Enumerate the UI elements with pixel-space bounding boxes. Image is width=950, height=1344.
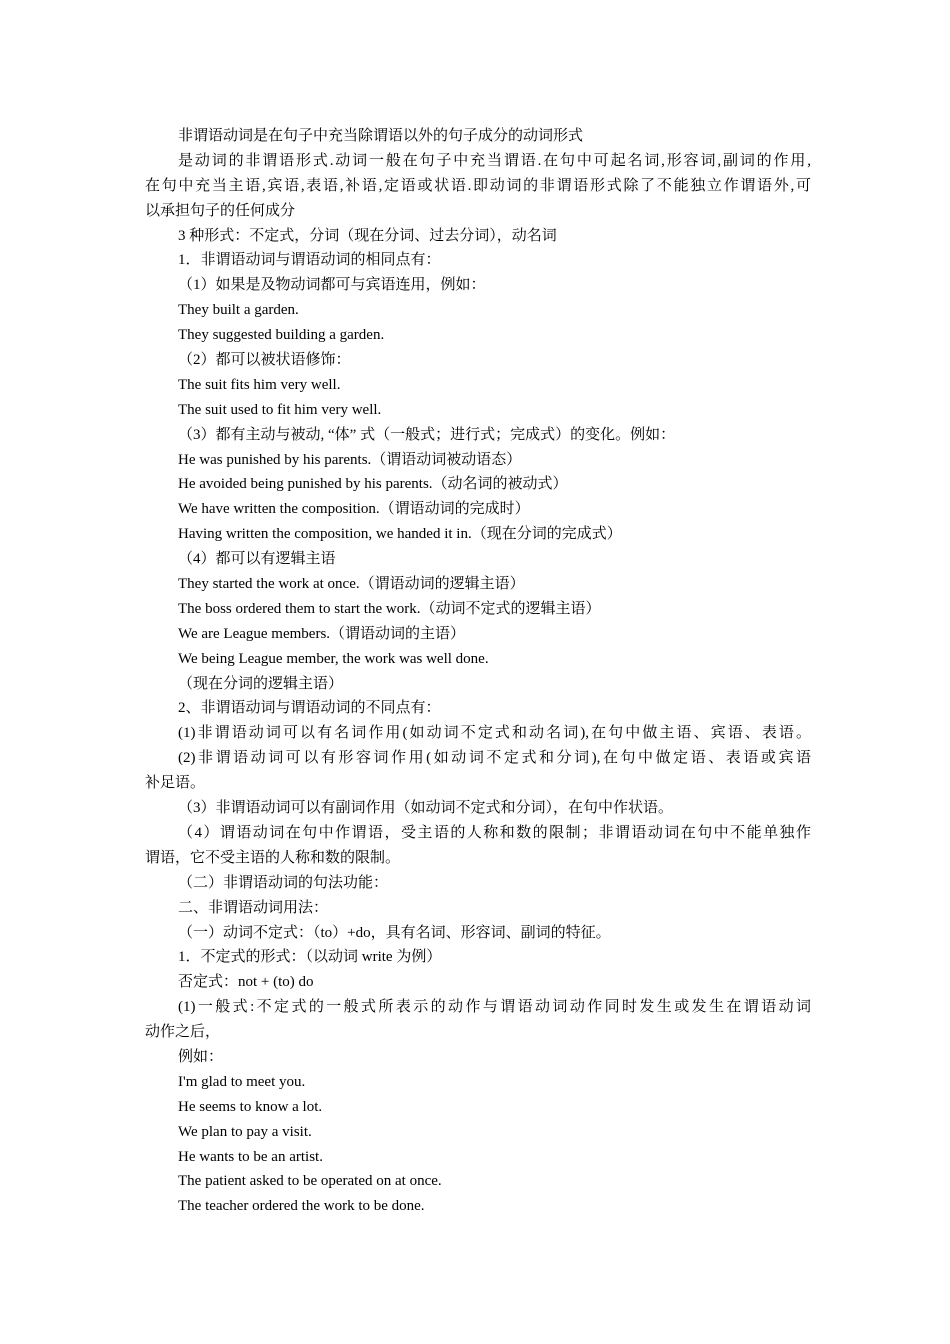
text-line: He avoided being punished by his parents.（动名词的被动式） bbox=[178, 476, 568, 493]
text-line: We have written the composition.（谓语动词的完成时） bbox=[178, 501, 530, 518]
text-line: 非谓语动词是在句子中充当除谓语以外的句子成分的动词形式 bbox=[178, 128, 584, 144]
text-line: 谓语，它不受主语的人称和数的限制。 bbox=[145, 849, 401, 866]
text-line: 在句中充当主语,宾语,表语,补语,定语或状语.即动词的非谓语形式除了不能独立作谓语外,可 bbox=[145, 177, 811, 194]
text-line: (2)非谓语动词可以有形容词作用(如动词不定式和分词),在句中做定语、表语或宾语 bbox=[178, 750, 811, 767]
text-line: （4）谓语动词在句中作谓语，受主语的人称和数的限制；非谓语动词在句中不能单独作 bbox=[178, 824, 811, 841]
text-line: He was punished by his parents.（谓语动词被动语态） bbox=[178, 451, 522, 468]
text-line: I'm glad to meet you. bbox=[178, 1073, 306, 1090]
text-line: The teacher ordered the work to be done. bbox=[178, 1198, 425, 1215]
text-line: 2、非谓语动词与谓语动词的不同点有： bbox=[178, 700, 441, 717]
text-line: We are League members.（谓语动词的主语） bbox=[178, 625, 466, 642]
text-line: We being League member, the work was well done. bbox=[178, 650, 489, 667]
text-line: （4）都可以有逻辑主语 bbox=[178, 551, 336, 568]
text-line: （3）非谓语动词可以有副词作用（如动词不定式和分词），在句中作状语。 bbox=[178, 800, 674, 817]
text-line: The suit used to fit him very well. bbox=[178, 401, 382, 418]
text-line: 以承担句子的任何成分 bbox=[145, 202, 296, 219]
text-line: （3）都有主动与被动, “体” 式（一般式；进行式；完成式）的变化。例如： bbox=[178, 426, 676, 443]
text-line: He seems to know a lot. bbox=[178, 1098, 323, 1115]
text-line: （现在分词的逻辑主语） bbox=[178, 675, 344, 692]
text-line: （二）非谓语动词的句法功能： bbox=[178, 874, 389, 891]
text-line: 是动词的非谓语形式.动词一般在句子中充当谓语.在句中可起名词,形容词,副词的作用, bbox=[178, 152, 811, 169]
text-line: 动作之后， bbox=[145, 1024, 221, 1041]
text-line: （一）动词不定式：（to）+do，具有名词、形容词、副词的特征。 bbox=[178, 924, 611, 941]
text-line: 1．非谓语动词与谓语动词的相同点有： bbox=[178, 252, 441, 269]
text-line: He wants to be an artist. bbox=[178, 1148, 323, 1165]
text-line: The suit fits him very well. bbox=[178, 376, 341, 393]
text-line: 3 种形式：不定式，分词（现在分词、过去分词），动名词 bbox=[178, 227, 557, 244]
text-line: We plan to pay a visit. bbox=[178, 1123, 312, 1140]
text-line: （1）如果是及物动词都可与宾语连用，例如： bbox=[178, 277, 486, 294]
text-line: They suggested building a garden. bbox=[178, 327, 385, 344]
text-line: The boss ordered them to start the work.（动词不定式的逻辑主语） bbox=[178, 600, 601, 617]
text-line: 补足语。 bbox=[145, 775, 206, 792]
text-line: (1)非谓语动词可以有名词作用(如动词不定式和动名词),在句中做主语、宾语、表语。 bbox=[178, 725, 811, 742]
text-line: They built a garden. bbox=[178, 302, 299, 319]
document-page bbox=[0, 124, 950, 1219]
text-line: Having written the composition, we handed it in.（现在分词的完成式） bbox=[178, 526, 622, 543]
text-line: The patient asked to be operated on at once. bbox=[178, 1173, 442, 1190]
text-line: 例如： bbox=[178, 1048, 224, 1065]
text-line: (1)一般式:不定式的一般式所表示的动作与谓语动词动作同时发生或发生在谓语动词 bbox=[178, 999, 811, 1016]
text-line: 否定式：not + (to) do bbox=[178, 974, 314, 991]
text-line: They started the work at once.（谓语动词的逻辑主语） bbox=[178, 576, 525, 593]
text-line: 1．不定式的形式：（以动词 write 为例） bbox=[178, 949, 442, 966]
text-line: 二、非谓语动词用法： bbox=[178, 899, 329, 916]
text-line: （2）都可以被状语修饰： bbox=[178, 352, 351, 369]
